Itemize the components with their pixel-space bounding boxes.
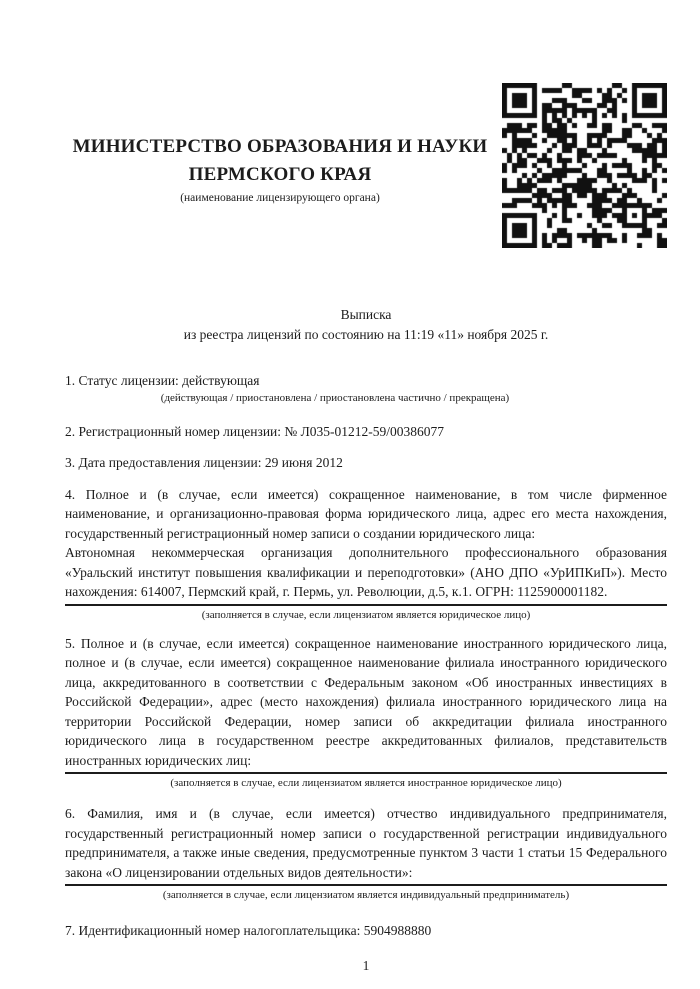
fill-line-legal-entity [65, 604, 667, 606]
qr-code-canvas [502, 83, 667, 248]
document-title [65, 305, 667, 344]
qr-code-icon [502, 83, 667, 248]
ministry-name-line2: ПЕРМСКОГО КРАЯ [188, 164, 372, 185]
ministry-name [65, 133, 495, 189]
field-license-date: 3. Дата предоставления лицензии: 29 июня 2012 [65, 455, 343, 470]
document-header [65, 83, 667, 248]
licensing-authority-block [65, 83, 495, 205]
fill-line-foreign-entity [65, 772, 667, 774]
field-foreign-entity-label: 5. Полное и (в случае, если имеется) сокращенное наименование иностранного юридического лица, полное и (в случае, если имеется) сокращенное наименование филиала иностранного юридического лица, аккредитованного в соответствии с Федеральным законом «Об иностранных инвестициях в Российской Федерации», адрес (место нахождения) филиала иностранного юридического лица на территории Российской Федерации, номер записи об аккредитации филиала иностранного юридического лица в государственном реестре аккредитованных филиалов, представительств иностранных юридических лиц: [65, 635, 667, 768]
field-legal-entity-label: 4. Полное и (в случае, если имеется) сокращенное наименование, в том числе фирменное наименование, и организационно-правовая форма юридического лица, адрес его места нахождения, государственный регистрационный номер записи о создании юридического лица: [65, 486, 667, 541]
field-registration-number: 2. Регистрационный номер лицензии: № Л035-01212-59/00386077 [65, 423, 445, 439]
field-license-status-caption: (действующая / приостановлена / приостановлена частично / прекращена) [160, 391, 510, 404]
field-legal-entity-caption: (заполняется в случае, если лицензиатом является юридическое лицо) [201, 608, 531, 621]
field-individual-entrepreneur-label: 6. Фамилия, имя и (в случае, если имеется) отчество индивидуального предпринимателя, государственный регистрационный номер записи о государственной регистрации индивидуального предпринимателя, а также иные сведения, предусмотренные пунктом 3 части 1 статьи 15 Федерального закона «О лицензировании отдельных видов деятельности»: [65, 806, 667, 880]
document-title-line1: Выписка [340, 307, 392, 322]
fill-line-individual-entrepreneur [65, 884, 667, 886]
field-taxpayer-id: 7. Идентификационный номер налогоплательщика: 5904988880 [65, 923, 432, 938]
field-foreign-entity-caption: (заполняется в случае, если лицензиатом является иностранное юридическое лицо) [170, 777, 562, 789]
page-number: 1 [362, 957, 370, 973]
ministry-name-line1: МИНИСТЕРСТВО ОБРАЗОВАНИЯ И НАУКИ [72, 136, 488, 157]
document-title-line2: из реестра лицензий по состоянию на 11:19 «11» ноября 2025 г. [183, 326, 549, 342]
field-license-status: 1. Статус лицензии: действующая [65, 373, 260, 388]
field-individual-entrepreneur-caption: (заполняется в случае, если лицензиатом является индивидуальный предприниматель) [162, 889, 570, 901]
ministry-caption: (наименование лицензирующего органа) [180, 192, 380, 204]
field-legal-entity-value: Автономная некоммерческая организация дополнительного профессионального образования «Уральский институт повышения квалификации и переподготовки» (АНО ДПО «УрИПКиП»). Место нахождения: 614007, Пермский край, г. Пермь, ул. Революции, д.5, к.1. ОГРН: 1125900001182. [65, 545, 667, 599]
